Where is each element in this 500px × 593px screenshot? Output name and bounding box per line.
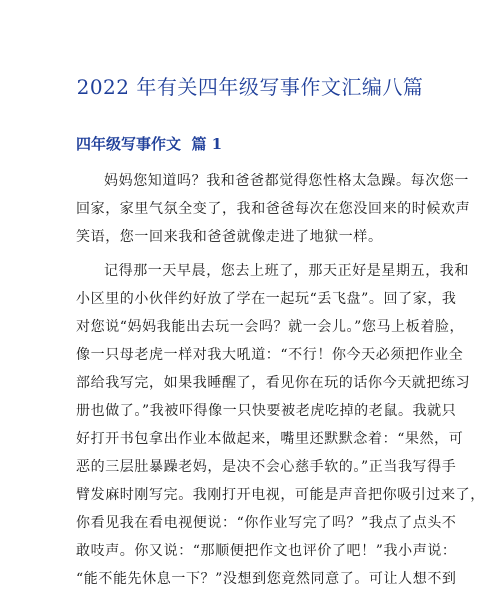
- text-line: 回家，家里气氛全变了，我和爸爸每次在您没回来的时候欢声: [76, 201, 471, 217]
- document-title: 2022 年有关四年级写事作文汇编八篇: [76, 75, 424, 99]
- text-line: 臂发麻时刚写完。我刚打开电视，可能是声音把你吸引过来了，: [76, 487, 485, 503]
- text-line: 妈妈您知道吗？我和爸爸都觉得您性格太急躁。每次您一: [104, 173, 469, 189]
- section-heading: 四年级写事作文 篇 1: [76, 135, 223, 153]
- paragraph-1: [76, 167, 471, 251]
- text-line: “能不能先休息一下？”没想到您竟然同意了。可让人想不到: [76, 571, 457, 587]
- text-line: 像一只母老虎一样对我大吼道：“不行！你今天必须把作业全: [76, 347, 464, 363]
- text-line: 册也做了。”我被吓得像一只快要被老虎吃掉的老鼠。我就只: [76, 403, 457, 419]
- text-line: 敢吱声。你又说：“那顺便把作文也评价了吧！”我小声说：: [76, 543, 457, 559]
- text-line: 恶的三层肚暴躁老妈，是决不会心慈手软的。”正当我写得手: [76, 459, 457, 475]
- text-line: 你看见我在看电视便说：“你作业写完了吗？”我点了点头不: [76, 515, 457, 531]
- text-line: 好打开书包拿出作业本做起来，嘴里还默默念着：“果然，可: [76, 431, 464, 447]
- text-line: 部给我写完，如果我睡醒了，看见你在玩的话你今天就把练习: [76, 375, 471, 391]
- text-line: 对您说“妈妈我能出去玩一会吗？就一会儿。”您马上板着脸，: [76, 319, 465, 335]
- text-line: 记得那一天早晨，您去上班了，那天正好是星期五，我和: [104, 263, 469, 279]
- text-line: 笑语，您一回来我和爸爸就像走进了地狱一样。: [76, 229, 383, 245]
- paragraph-2: [76, 257, 485, 593]
- text-line: 小区里的小伙伴约好放了学在一起玩“丢飞盘”。回了家，我: [76, 291, 457, 307]
